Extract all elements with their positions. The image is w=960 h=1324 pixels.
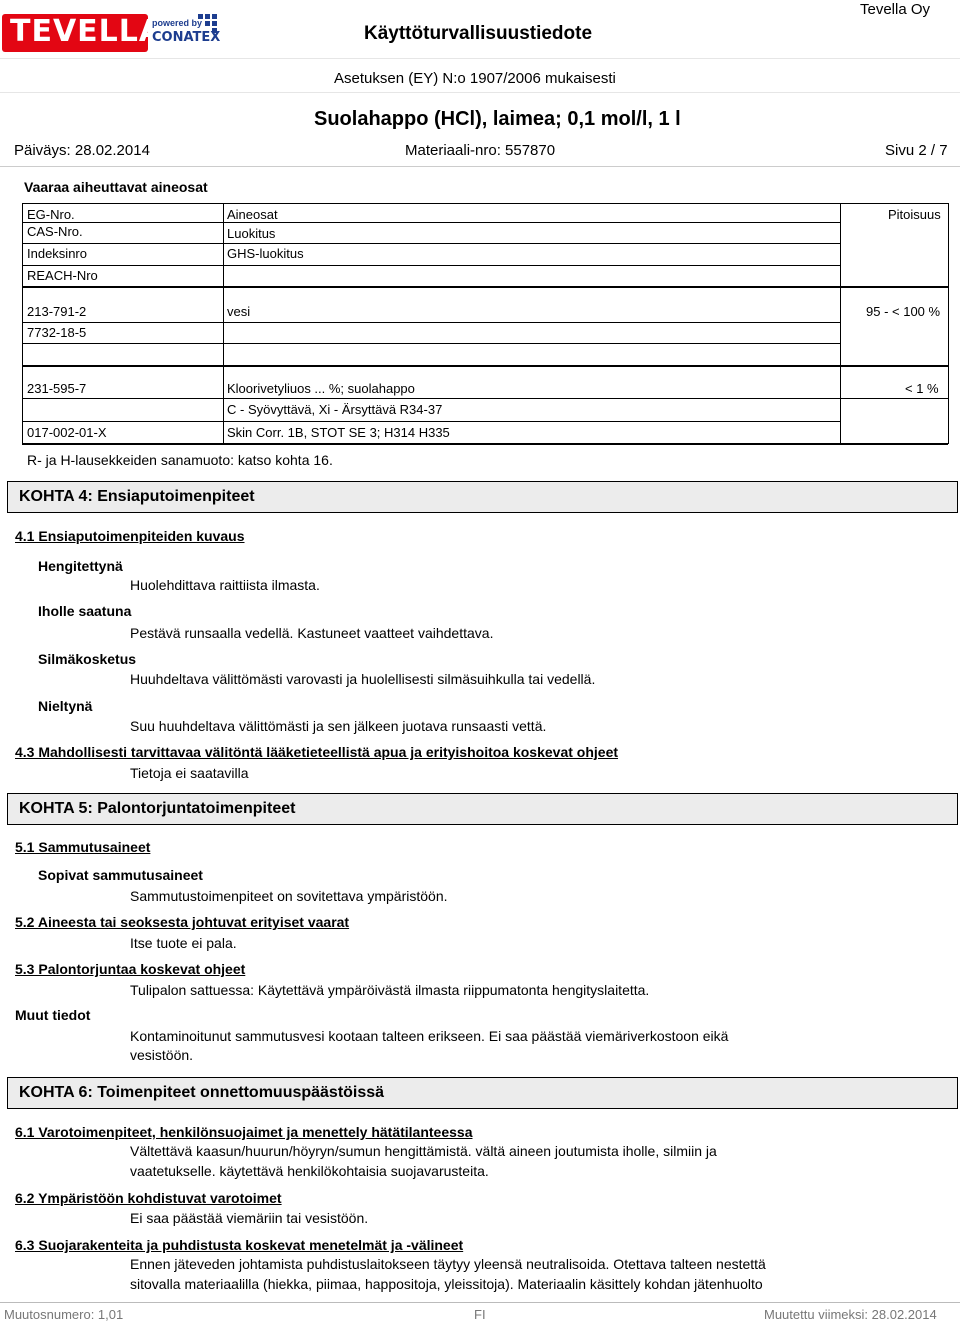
inhale-text: Huolehdittava raittiista ilmasta. [130,577,320,593]
subsection-6-3-text-1: Ennen jäteveden johtamista puhdistuslaitokseen täytyy yleensä neutralisoida. Otettava talteen nestettä [130,1256,766,1272]
table-rule [22,343,840,344]
other-info-text-1: Kontaminoitunut sammutusvesi kootaan talteen erikseen. Ei saa päästää viemäriverkostoon eikä [130,1028,729,1044]
subsection-5-3-text: Tulipalon sattuessa: Käytettävä ympäröivästä ilmasta riippumatonta hengityslaitetta. [130,982,650,998]
row2-content: < 1 % [905,381,939,396]
row1-name: vesi [227,304,251,319]
section-6-header [7,1077,958,1109]
table-rule [948,203,949,444]
subsection-6-2-text: Ei saa päästää viemäriin tai vesistöön. [130,1210,369,1226]
col-classification: Luokitus [227,226,276,241]
revision-number: Muutosnumero: 1,01 [4,1307,124,1322]
col-content: Pitoisuus [888,207,941,222]
tevella-logo-text: TEVELLA [10,14,164,49]
conatex-logo-text: CONATEX [152,30,221,45]
eye-text: Huuhdeltava välittömästi varovasti ja huolellisesti silmäsuihkulla tai vedellä. [130,671,596,687]
header-divider [0,92,960,93]
subsection-5-1: 5.1 Sammutusaineet [15,839,151,855]
suitable-text: Sammutustoimenpiteet on sovitettava ympäristöön. [130,888,448,904]
subsection-6-3-text-2: sitovalla materiaalilla (hiekka, piimaa, happositoja, yleissitoja). Materiaalin käsittely kohdan jätenhuolto [130,1276,763,1292]
language-code: FI [474,1307,486,1322]
document-title: Käyttöturvallisuustiedote [364,23,593,44]
col-index: Indeksinro [27,246,87,261]
table-rule [22,243,840,244]
company-name: Tevella Oy [860,1,931,18]
subsection-5-2-text: Itse tuote ei pala. [130,935,237,951]
table-rule [22,222,840,223]
subsection-4-3: 4.3 Mahdollisesti tarvittavaa välitöntä lääketieteellistä apua ja erityishoitoa koskevat ohjeet [15,744,619,760]
row1-cas: 7732-18-5 [27,325,87,340]
subsection-5-2: 5.2 Aineesta tai seoksesta johtuvat erityiset vaarat [15,914,350,930]
swallow-text: Suu huuhdeltava välittömästi ja sen jälkeen juotava runsaasti vettä. [130,718,547,734]
hazardous-heading: Vaaraa aiheuttavat aineosat [24,179,208,195]
table-rule [22,398,948,399]
table-rule [840,203,841,444]
table-rule [22,322,840,323]
table-rule [22,421,840,422]
subsection-6-3: 6.3 Suojarakenteita ja puhdistusta koskevat menetelmät ja -välineet [15,1237,464,1253]
footer-rule [0,1302,960,1303]
skin-label: Iholle saatuna [38,603,132,619]
section-4-header [7,481,958,513]
col-eg: EG-Nro. [27,207,75,222]
subsection-4-1: 4.1 Ensiaputoimenpiteiden kuvaus [15,528,245,544]
subsection-6-1: 6.1 Varotoimenpiteet, henkilönsuojaimet ja menettely hätätilanteessa [15,1124,473,1140]
page-number: Sivu 2 / 7 [885,142,948,159]
table-rule [22,203,23,444]
table-rule [22,265,840,266]
eye-label: Silmäkosketus [38,651,137,667]
row2-ghs: Skin Corr. 1B, STOT SE 3; H314 H335 [227,425,450,440]
row2-name: Kloorivetyliuos ... %; suolahappo [227,381,415,396]
subsection-6-2: 6.2 Ympäristöön kohdistuvat varotoimet [15,1190,282,1206]
subsection-6-1-text-1: Vältettävä kaasun/huurun/höyryn/sumun hengittämistä. vältä aineen joutumista iholle, silmiin ja [130,1143,717,1159]
row1-content: 95 - < 100 % [866,304,941,319]
subsection-4-3-text: Tietoja ei saatavilla [130,765,249,781]
col-ingredients: Aineosat [227,207,278,222]
row2-classification: C - Syövyttävä, Xi - Ärsyttävä R34-37 [227,402,443,417]
powered-by-text: powered by [152,18,203,28]
product-name: Suolahappo (HCl), laimea; 0,1 mol/l, 1 l [314,108,681,130]
other-info-text-2: vesistöön. [130,1047,194,1063]
r-h-phrase-note: R- ja H-lausekkeiden sanamuoto: katso kohta 16. [27,452,333,468]
col-reach: REACH-Nro [27,268,98,283]
table-rule [22,443,948,445]
row2-eg: 231-595-7 [27,381,87,396]
skin-text: Pestävä runsaalla vedellä. Kastuneet vaatteet vaihdettava. [130,625,494,641]
material-number: Materiaali-nro: 557870 [405,142,556,159]
subsection-5-3: 5.3 Palontorjuntaa koskevat ohjeet [15,961,246,977]
table-rule [22,203,948,204]
table-rule [223,203,224,444]
section-6-title: KOHTA 6: Toimenpiteet onnettomuuspäästöissä [19,1084,385,1101]
date-text: Päiväys: 28.02.2014 [14,142,150,159]
table-rule [22,365,948,367]
col-cas: CAS-Nro. [27,224,83,239]
row1-eg: 213-791-2 [27,304,87,319]
inhale-label: Hengitettynä [38,558,123,574]
other-info-label: Muut tiedot [15,1007,91,1023]
regulation-text: Asetuksen (EY) N:o 1907/2006 mukaisesti [334,70,616,87]
table-rule [22,286,948,288]
section-4-title: KOHTA 4: Ensiaputoimenpiteet [19,488,255,505]
col-ghs: GHS-luokitus [227,246,304,261]
last-modified: Muutettu viimeksi: 28.02.2014 [764,1307,937,1322]
row2-index: 017-002-01-X [27,425,107,440]
swallow-label: Nieltynä [38,698,93,714]
header-bottom-rule [0,166,960,167]
subsection-6-1-text-2: vaatetukselle. käytettävä henkilökohtaisia suojavarusteita. [130,1163,489,1179]
suitable-label: Sopivat sammutusaineet [38,867,203,883]
section-5-title: KOHTA 5: Palontorjuntatoimenpiteet [19,800,296,817]
header-divider-top [0,58,960,59]
section-5-header [7,793,958,825]
